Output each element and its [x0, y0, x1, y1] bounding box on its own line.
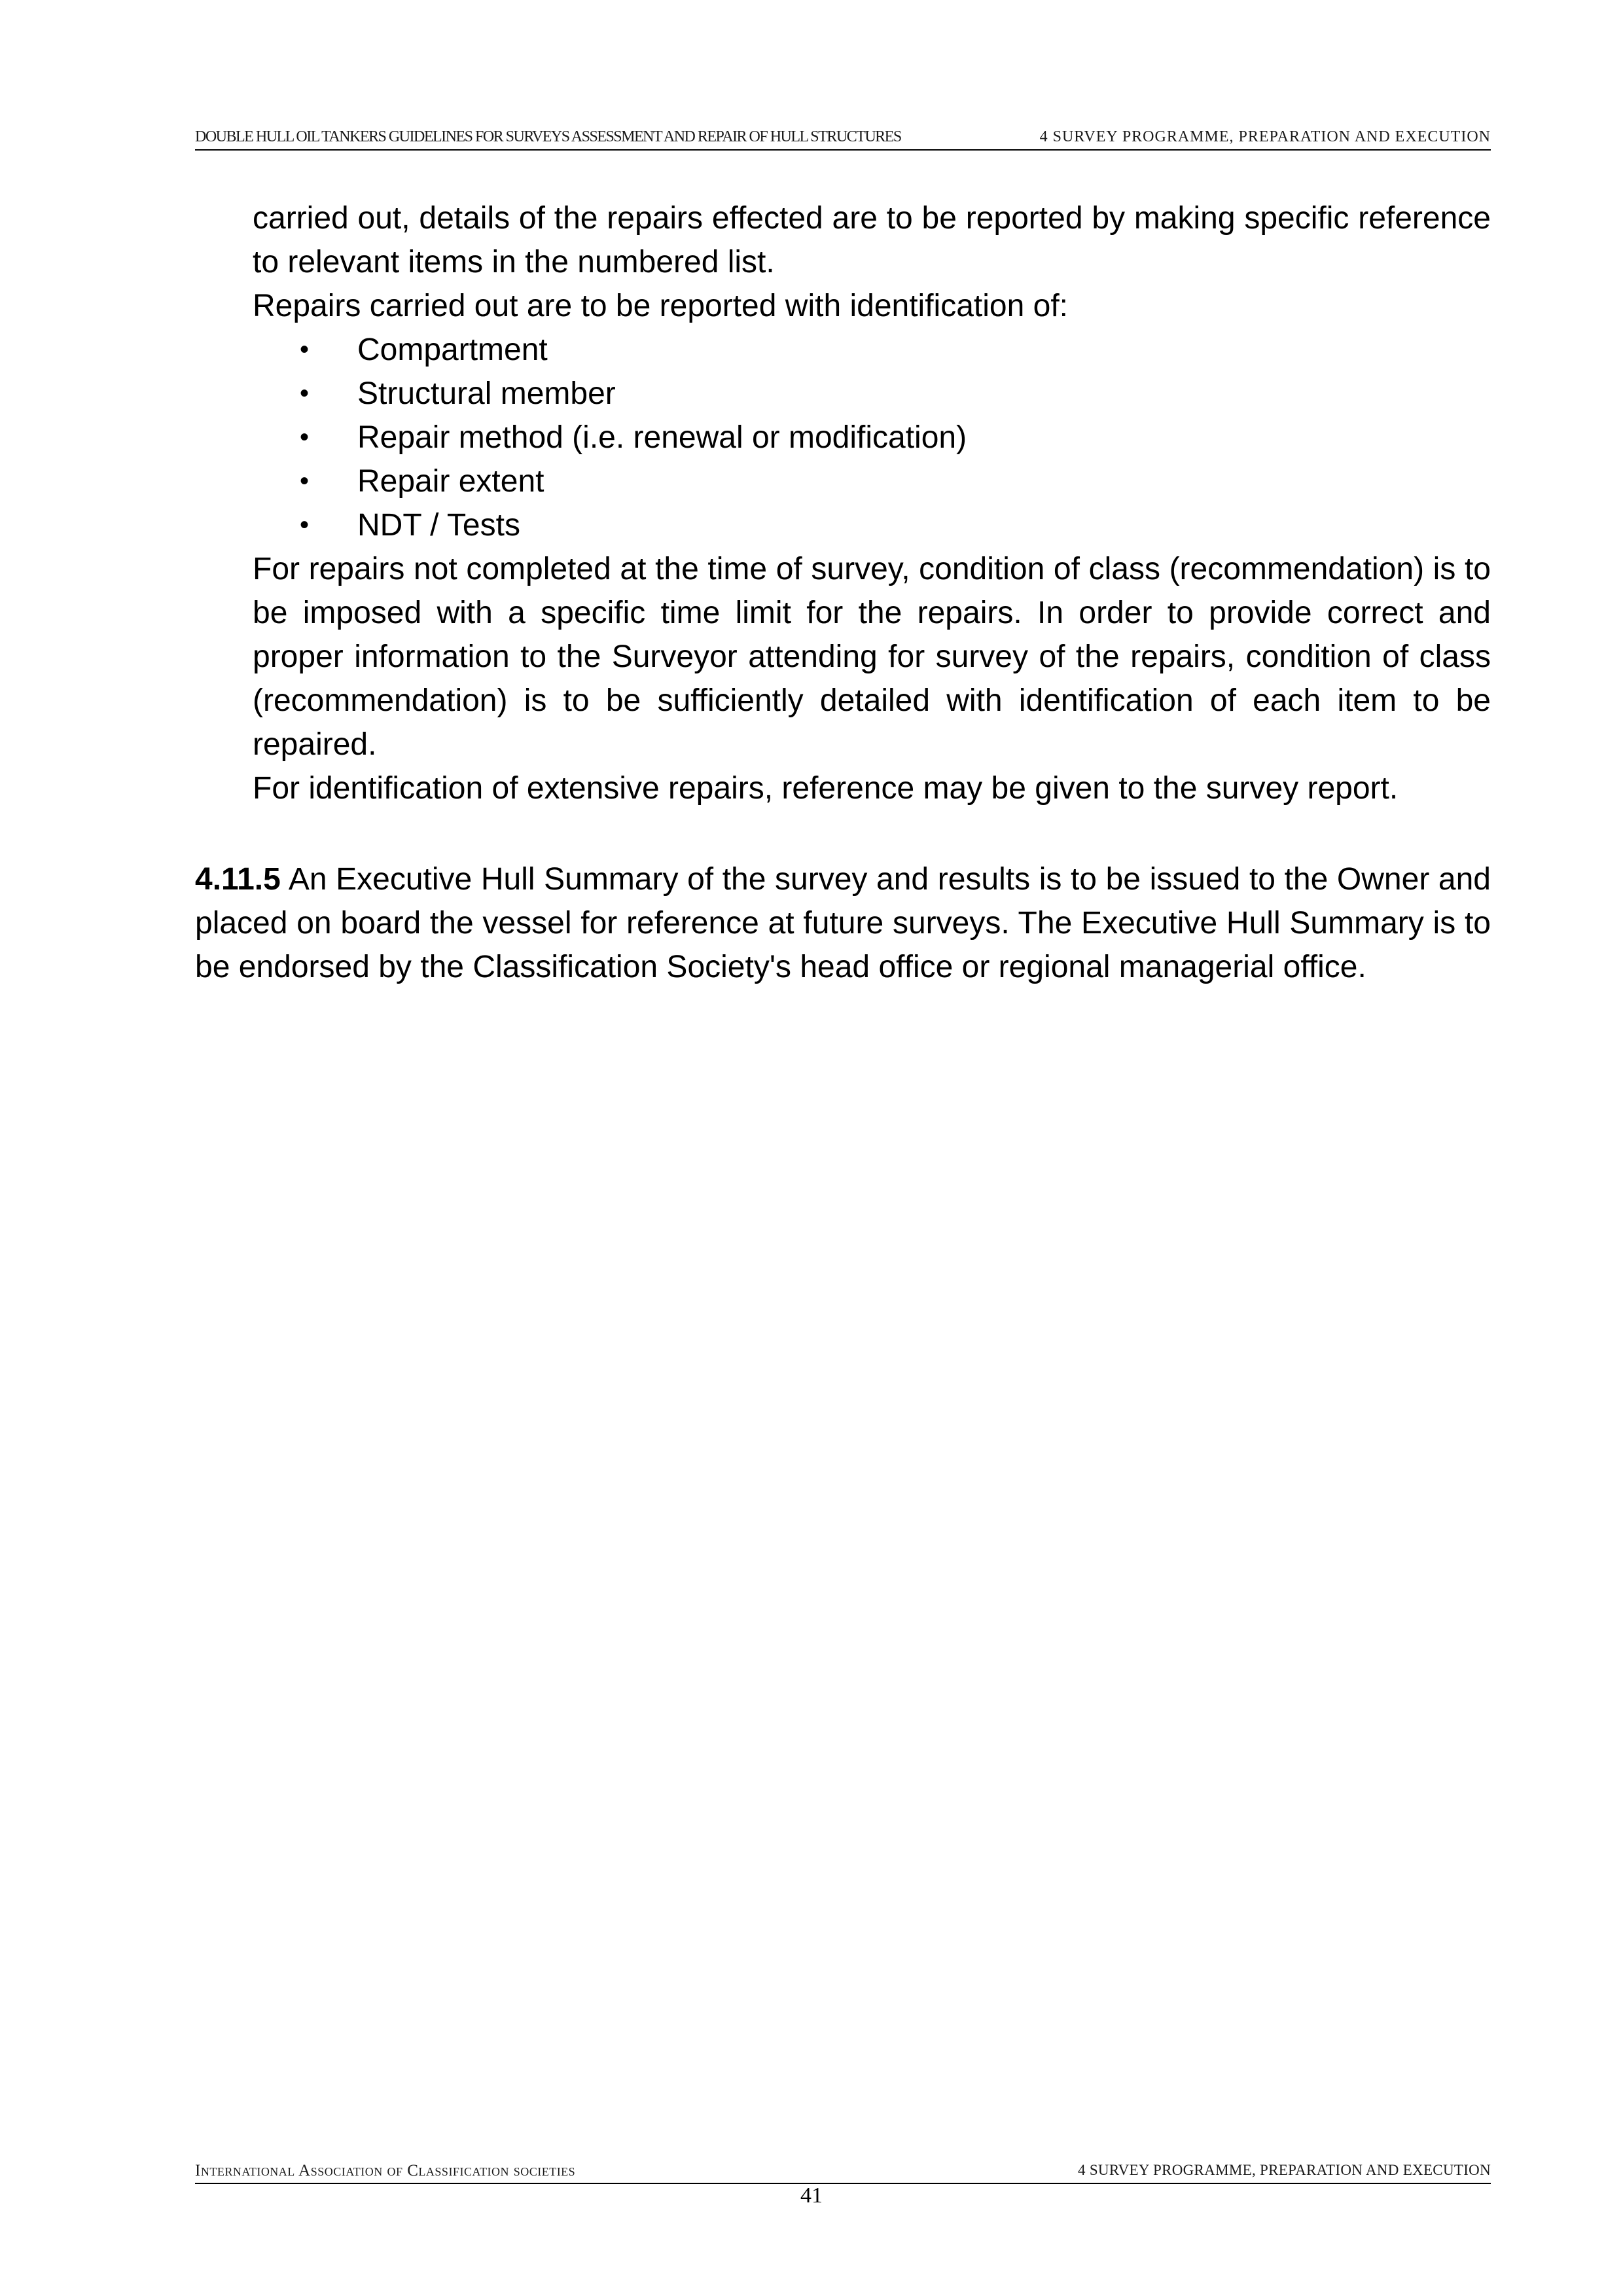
- running-header: [195, 128, 1491, 151]
- footer-chapter-title: 4 SURVEY PROGRAMME, PREPARATION AND EXECUTION: [1077, 2162, 1491, 2178]
- list-item: • Structural member: [253, 372, 1491, 416]
- paragraph-repairs-reporting: carried out, details of the repairs effected are to be reported by making specific reference to relevant items in the numbered list.: [253, 201, 1491, 279]
- running-footer: [195, 2162, 1491, 2184]
- header-document-title: DOUBLE HULL OIL TANKERS GUIDELINES FOR SURVEYS ASSESSMENT AND REPAIR OF HULL STRUCTURES: [195, 128, 901, 145]
- bullet-icon: •: [300, 467, 310, 495]
- list-item: • Repair method (i.e. renewal or modification): [253, 416, 1491, 459]
- header-chapter-title: 4 SURVEY PROGRAMME, PREPARATION AND EXECUTION: [1039, 128, 1491, 145]
- section-text: An Executive Hull Summary of the survey and results is to be issued to the Owner and placed on board the vessel for reference at future surveys. The Executive Hull Summary is to be endorsed by the Classification Society's head office or regional managerial office.: [195, 862, 1491, 984]
- section-4-11-5: [195, 857, 1491, 989]
- page-number: 41: [800, 2183, 823, 2208]
- bullet-icon: •: [300, 511, 310, 539]
- list-item: • Compartment: [253, 328, 1491, 372]
- bullet-icon: •: [300, 379, 310, 408]
- paragraph-extensive-repairs: For identification of extensive repairs, reference may be given to the survey report.: [253, 771, 1399, 806]
- bullet-icon: •: [300, 335, 310, 364]
- section-number: 4.11.5: [195, 862, 281, 897]
- identification-list: [253, 328, 1491, 547]
- paragraph-incomplete-repairs: For repairs not completed at the time of survey, condition of class (recommendation) is to be imposed with a specific time limit for the repairs. In order to provide correct and proper information to the Surveyor attending for survey of the repairs, condition of class (recommendation) is to be sufficiently detailed with identification of each item to be repaired.: [253, 552, 1491, 762]
- paragraph-repairs-identification: Repairs carried out are to be reported with identification of:: [253, 289, 1069, 323]
- footer-organization: International Association of Classification societies: [195, 2162, 576, 2179]
- bullet-icon: •: [300, 423, 310, 452]
- list-item: • NDT / Tests: [253, 503, 1491, 547]
- body-text: [253, 196, 1491, 810]
- list-item: • Repair extent: [253, 459, 1491, 503]
